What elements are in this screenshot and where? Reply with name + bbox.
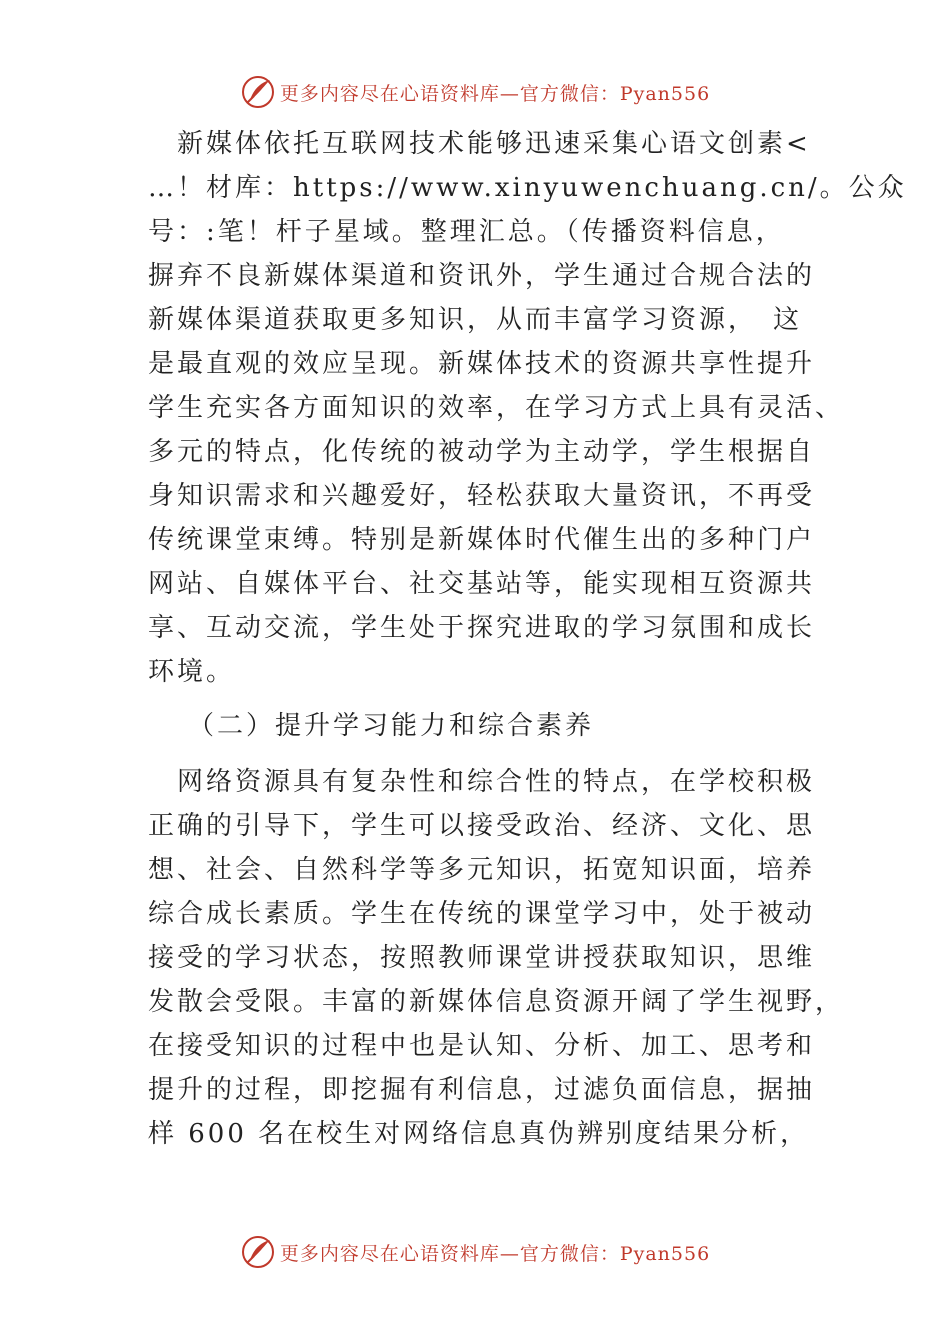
header-banner (0, 72, 950, 112)
section-heading: （二）提升学习能力和综合素养 (188, 711, 595, 741)
text-line: 新媒体渠道获取更多知识，从而丰富学习资源， 这 (148, 305, 803, 335)
text-line: 想、社会、自然科学等多元知识，拓宽知识面，培养 (148, 855, 816, 885)
text-line: 环境。 (148, 657, 236, 687)
text-line: 新媒体依托互联网技术能够迅速采集心语文创素< (148, 129, 811, 159)
text-line: 网站、自媒体平台、社交基站等，能实现相互资源共 (148, 569, 816, 599)
banner-text: 更多内容尽在心语资料库—官方微信：Pyan556 (279, 1242, 711, 1265)
paragraph-2 (148, 760, 845, 1156)
banner-text: 更多内容尽在心语资料库—官方微信：Pyan556 (279, 82, 711, 105)
text-line: 接受的学习状态，按照教师课堂讲授获取知识，思维 (148, 943, 816, 973)
text-line: 摒弃不良新媒体渠道和资讯外，学生通过合规合法的 (148, 261, 816, 291)
text-line: 综合成长素质。学生在传统的课堂学习中，处于被动 (148, 899, 816, 929)
text-line: 享、互动交流，学生处于探究进取的学习氛围和成长 (148, 613, 816, 643)
text-line: 传统课堂束缚。特别是新媒体时代催生出的多种门户 (148, 525, 816, 555)
text-line: 正确的引导下，学生可以接受政治、经济、文化、思 (148, 811, 816, 841)
text-line: 多元的特点，化传统的被动学为主动学，学生根据自 (148, 437, 816, 467)
text-line: 学生充实各方面知识的效率，在学习方式上具有灵活、 (148, 393, 845, 423)
text-line: 在接受知识的过程中也是认知、分析、加工、思考和 (148, 1031, 816, 1061)
quill-logo-icon (240, 74, 276, 110)
text-line: 发散会受限。丰富的新媒体信息资源开阔了学生视野， (148, 987, 845, 1017)
text-line: 身知识需求和兴趣爱好，轻松获取大量资讯，不再受 (148, 481, 816, 511)
text-line: 提升的过程，即挖掘有利信息，过滤负面信息，据抽 (148, 1075, 816, 1105)
footer-banner (0, 1232, 950, 1272)
text-line: 样 600 名在校生对网络信息真伪辨别度结果分析， (148, 1119, 810, 1149)
text-line: 是最直观的效应呈现。新媒体技术的资源共享性提升 (148, 349, 816, 379)
text-line: 网络资源具有复杂性和综合性的特点，在学校积极 (148, 767, 816, 797)
quill-logo-icon (240, 1234, 276, 1270)
text-line: 号：:笔！杆子星域。整理汇总。（传播资料信息， (148, 217, 785, 247)
document-body (148, 122, 907, 1156)
text-line: …！材库：https://www.xinyuwenchuang.cn/。公众 (148, 173, 907, 203)
paragraph-1 (148, 122, 907, 694)
